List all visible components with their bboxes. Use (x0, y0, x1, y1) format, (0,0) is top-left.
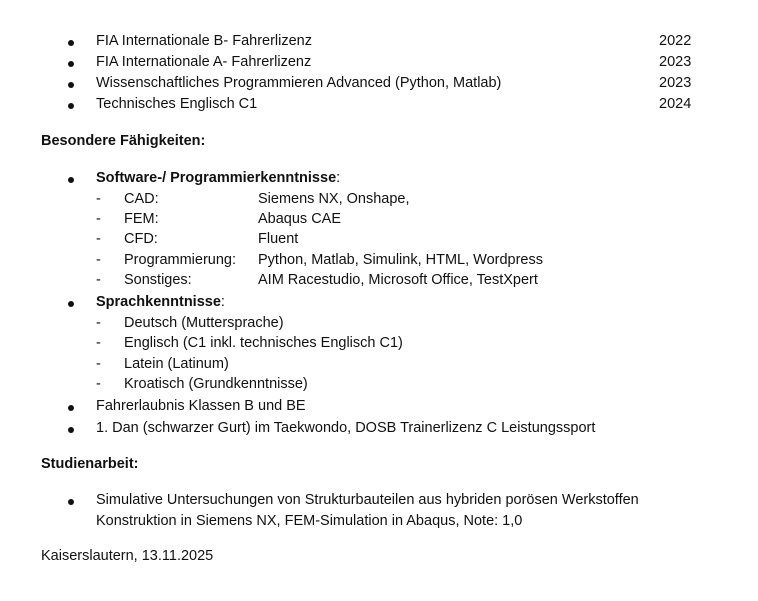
bullet-icon (68, 427, 74, 433)
software-value: Abaqus CAE (258, 211, 342, 227)
bullet-icon (68, 499, 74, 505)
bullet-icon (68, 301, 74, 307)
language-item: Latein (Latinum) (124, 356, 229, 372)
qualification-label: FIA Internationale B- Fahrerlizenz (96, 33, 312, 49)
software-value: AIM Racestudio, Microsoft Office, TestXpert (258, 272, 538, 288)
qualification-label: Wissenschaftliches Programmieren Advanced (Python, Matlab) (96, 75, 502, 91)
qualification-year: 2022 (659, 33, 692, 49)
bullet-icon (68, 405, 74, 411)
skills-heading: Besondere Fähigkeiten: (41, 133, 206, 149)
software-value: Siemens NX, Onshape, (258, 191, 410, 207)
dash-icon: - (96, 191, 101, 207)
software-key: Sonstiges: (124, 272, 192, 288)
thesis-title: Simulative Untersuchungen von Strukturbauteilen aus hybriden porösen Werkstoffen (96, 492, 639, 508)
qualification-year: 2024 (659, 96, 692, 112)
software-key: FEM: (124, 211, 159, 227)
software-key: Programmierung: (124, 252, 237, 268)
qualification-label: FIA Internationale A- Fahrerlizenz (96, 54, 312, 70)
language-title: Sprachkenntnisse: (96, 294, 225, 310)
language-item: Kroatisch (Grundkenntnisse) (124, 376, 308, 392)
dash-icon: - (96, 315, 101, 331)
bullet-icon (68, 40, 74, 46)
software-value: Python, Matlab, Simulink, HTML, Wordpress (258, 252, 543, 268)
place-date: Kaiserslautern, 13.11.2025 (41, 548, 214, 564)
language-item: Englisch (C1 inkl. technisches Englisch C1) (124, 335, 403, 351)
thesis-details: Konstruktion in Siemens NX, FEM-Simulation in Abaqus, Note: 1,0 (96, 513, 523, 529)
qualification-year: 2023 (659, 75, 692, 91)
software-title: Software-/ Programmierkenntnisse: (96, 170, 341, 186)
bullet-icon (68, 82, 74, 88)
software-key: CFD: (124, 231, 158, 247)
other-skill-item: Fahrerlaubnis Klassen B und BE (96, 398, 306, 414)
other-skill-item: 1. Dan (schwarzer Gurt) im Taekwondo, DOSB Trainerlizenz C Leistungssport (96, 420, 596, 436)
software-value: Fluent (258, 231, 299, 247)
dash-icon: - (96, 272, 101, 288)
bullet-icon (68, 103, 74, 109)
dash-icon: - (96, 252, 101, 268)
dash-icon: - (96, 376, 101, 392)
thesis-heading: Studienarbeit: (41, 456, 139, 472)
dash-icon: - (96, 356, 101, 372)
qualification-year: 2023 (659, 54, 692, 70)
dash-icon: - (96, 335, 101, 351)
dash-icon: - (96, 231, 101, 247)
bullet-icon (68, 61, 74, 67)
bullet-icon (68, 177, 74, 183)
qualification-label: Technisches Englisch C1 (96, 96, 258, 112)
dash-icon: - (96, 211, 101, 227)
software-key: CAD: (124, 191, 159, 207)
language-item: Deutsch (Muttersprache) (124, 315, 284, 331)
